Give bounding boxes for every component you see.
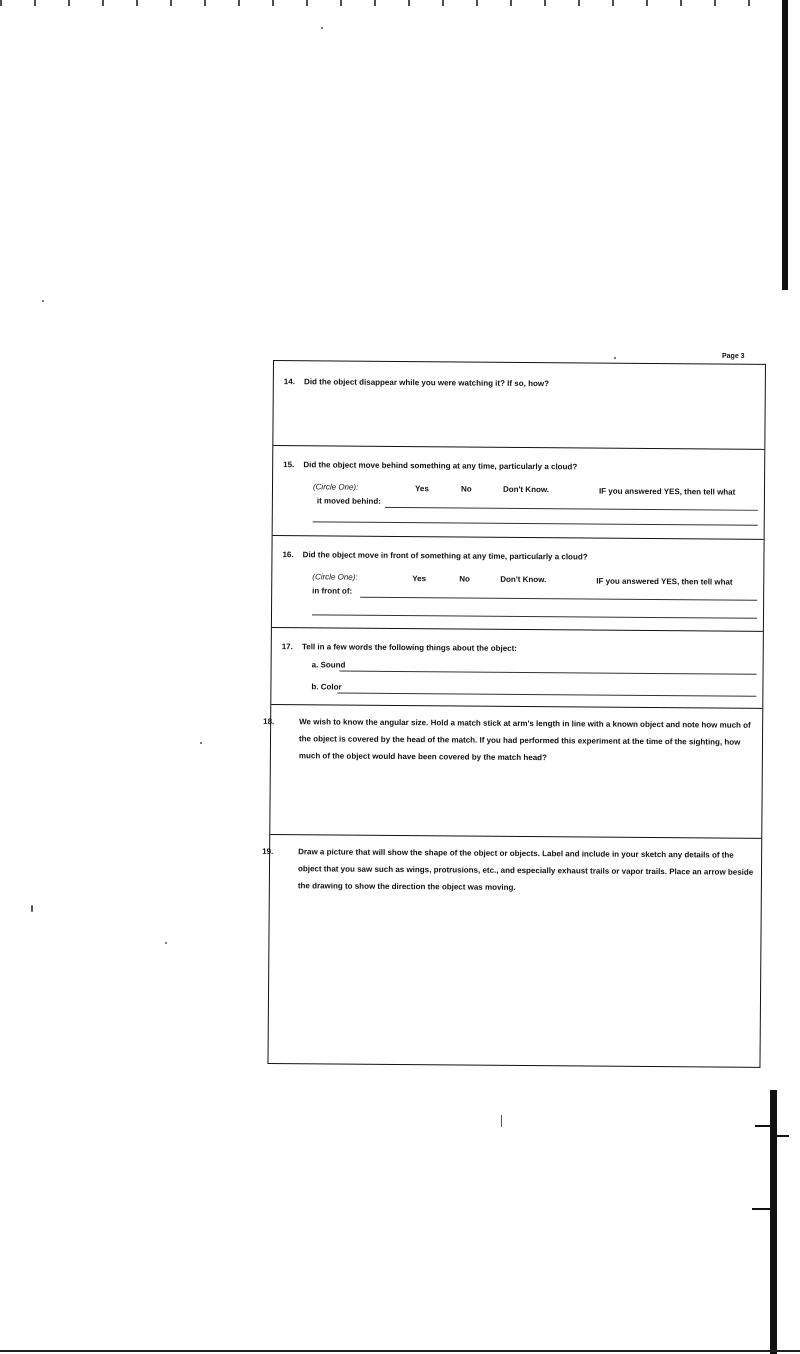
followup-instruction: IF you answered YES, then tell what	[598, 486, 736, 497]
scan-speck	[614, 357, 616, 359]
sound-label: a. Sound	[311, 660, 346, 670]
question-14	[273, 361, 765, 450]
scan-speck	[31, 905, 33, 912]
question-number: 18.	[263, 716, 275, 727]
question-number: 15.	[283, 460, 295, 470]
question-15	[273, 446, 765, 540]
scan-speck	[165, 942, 167, 944]
question-number: 14.	[283, 377, 295, 387]
option-no[interactable]: No	[459, 574, 470, 584]
circle-one-label: (Circle One):	[312, 482, 359, 492]
continuation-label: in front of:	[312, 586, 353, 596]
option-no[interactable]: No	[460, 484, 472, 494]
question-number: 17.	[281, 642, 293, 652]
answer-line[interactable]	[360, 597, 757, 601]
question-text: Did the object disappear while you were watching it? If so, how?	[304, 377, 550, 389]
question-text: Tell in a few words the following things about the object:	[301, 642, 517, 653]
question-number: 19.	[262, 846, 274, 857]
scan-edge-bottom	[0, 1350, 800, 1352]
option-yes[interactable]: Yes	[412, 574, 427, 584]
drawing-area[interactable]	[279, 905, 751, 1057]
option-dont-know[interactable]: Don't Know.	[500, 574, 547, 585]
questionnaire-form	[262, 360, 766, 1068]
scan-tick	[752, 1208, 774, 1210]
scan-speck	[321, 27, 323, 29]
scan-speck	[42, 300, 44, 302]
answer-line[interactable]	[312, 614, 757, 618]
question-text: Did the object move behind something at any time, particularly a cloud?	[303, 460, 578, 472]
page-number: Page 3	[722, 353, 745, 360]
scan-speck	[200, 742, 202, 744]
scan-tick	[755, 1125, 775, 1127]
question-18	[263, 705, 762, 839]
answer-line[interactable]	[313, 521, 758, 525]
continuation-label: it moved behind:	[316, 496, 381, 506]
color-answer-line[interactable]	[337, 693, 756, 697]
scan-edge-top	[0, 0, 800, 6]
option-yes[interactable]: Yes	[414, 484, 429, 494]
question-text: Did the object move in front of something at any time, particularly a cloud?	[302, 550, 588, 562]
question-text: We wish to know the angular size. Hold a match stick at arm's length in line with a known object and note how much of the object is covered by the head of the match. If you had performed this experiment at the time of the sighting, how much of the object would have been covered by the match head?	[298, 717, 751, 763]
scan-tick	[777, 1135, 789, 1137]
option-dont-know[interactable]: Don't Know.	[502, 484, 550, 495]
followup-instruction: IF you answered YES, then tell what	[596, 576, 733, 587]
scan-edge-right-top	[782, 0, 788, 290]
question-17	[271, 628, 763, 709]
question-19	[262, 835, 761, 1067]
answer-line[interactable]	[385, 507, 758, 511]
question-text: Draw a picture that will show the shape of the object or objects. Label and include in your sketch any details of the object that you saw such as wings, protrusions, etc., and especially exhaust trails or vapor trails. Place an arrow beside the drawing to show the direction the object was moving.	[297, 847, 754, 892]
question-16	[272, 536, 764, 632]
scan-speck	[501, 1115, 502, 1127]
question-number: 16.	[282, 550, 294, 560]
circle-one-label: (Circle One):	[312, 572, 358, 582]
scan-edge-right-bottom	[770, 1090, 777, 1354]
color-label: b. Color	[311, 682, 342, 692]
sound-answer-line[interactable]	[340, 671, 757, 675]
